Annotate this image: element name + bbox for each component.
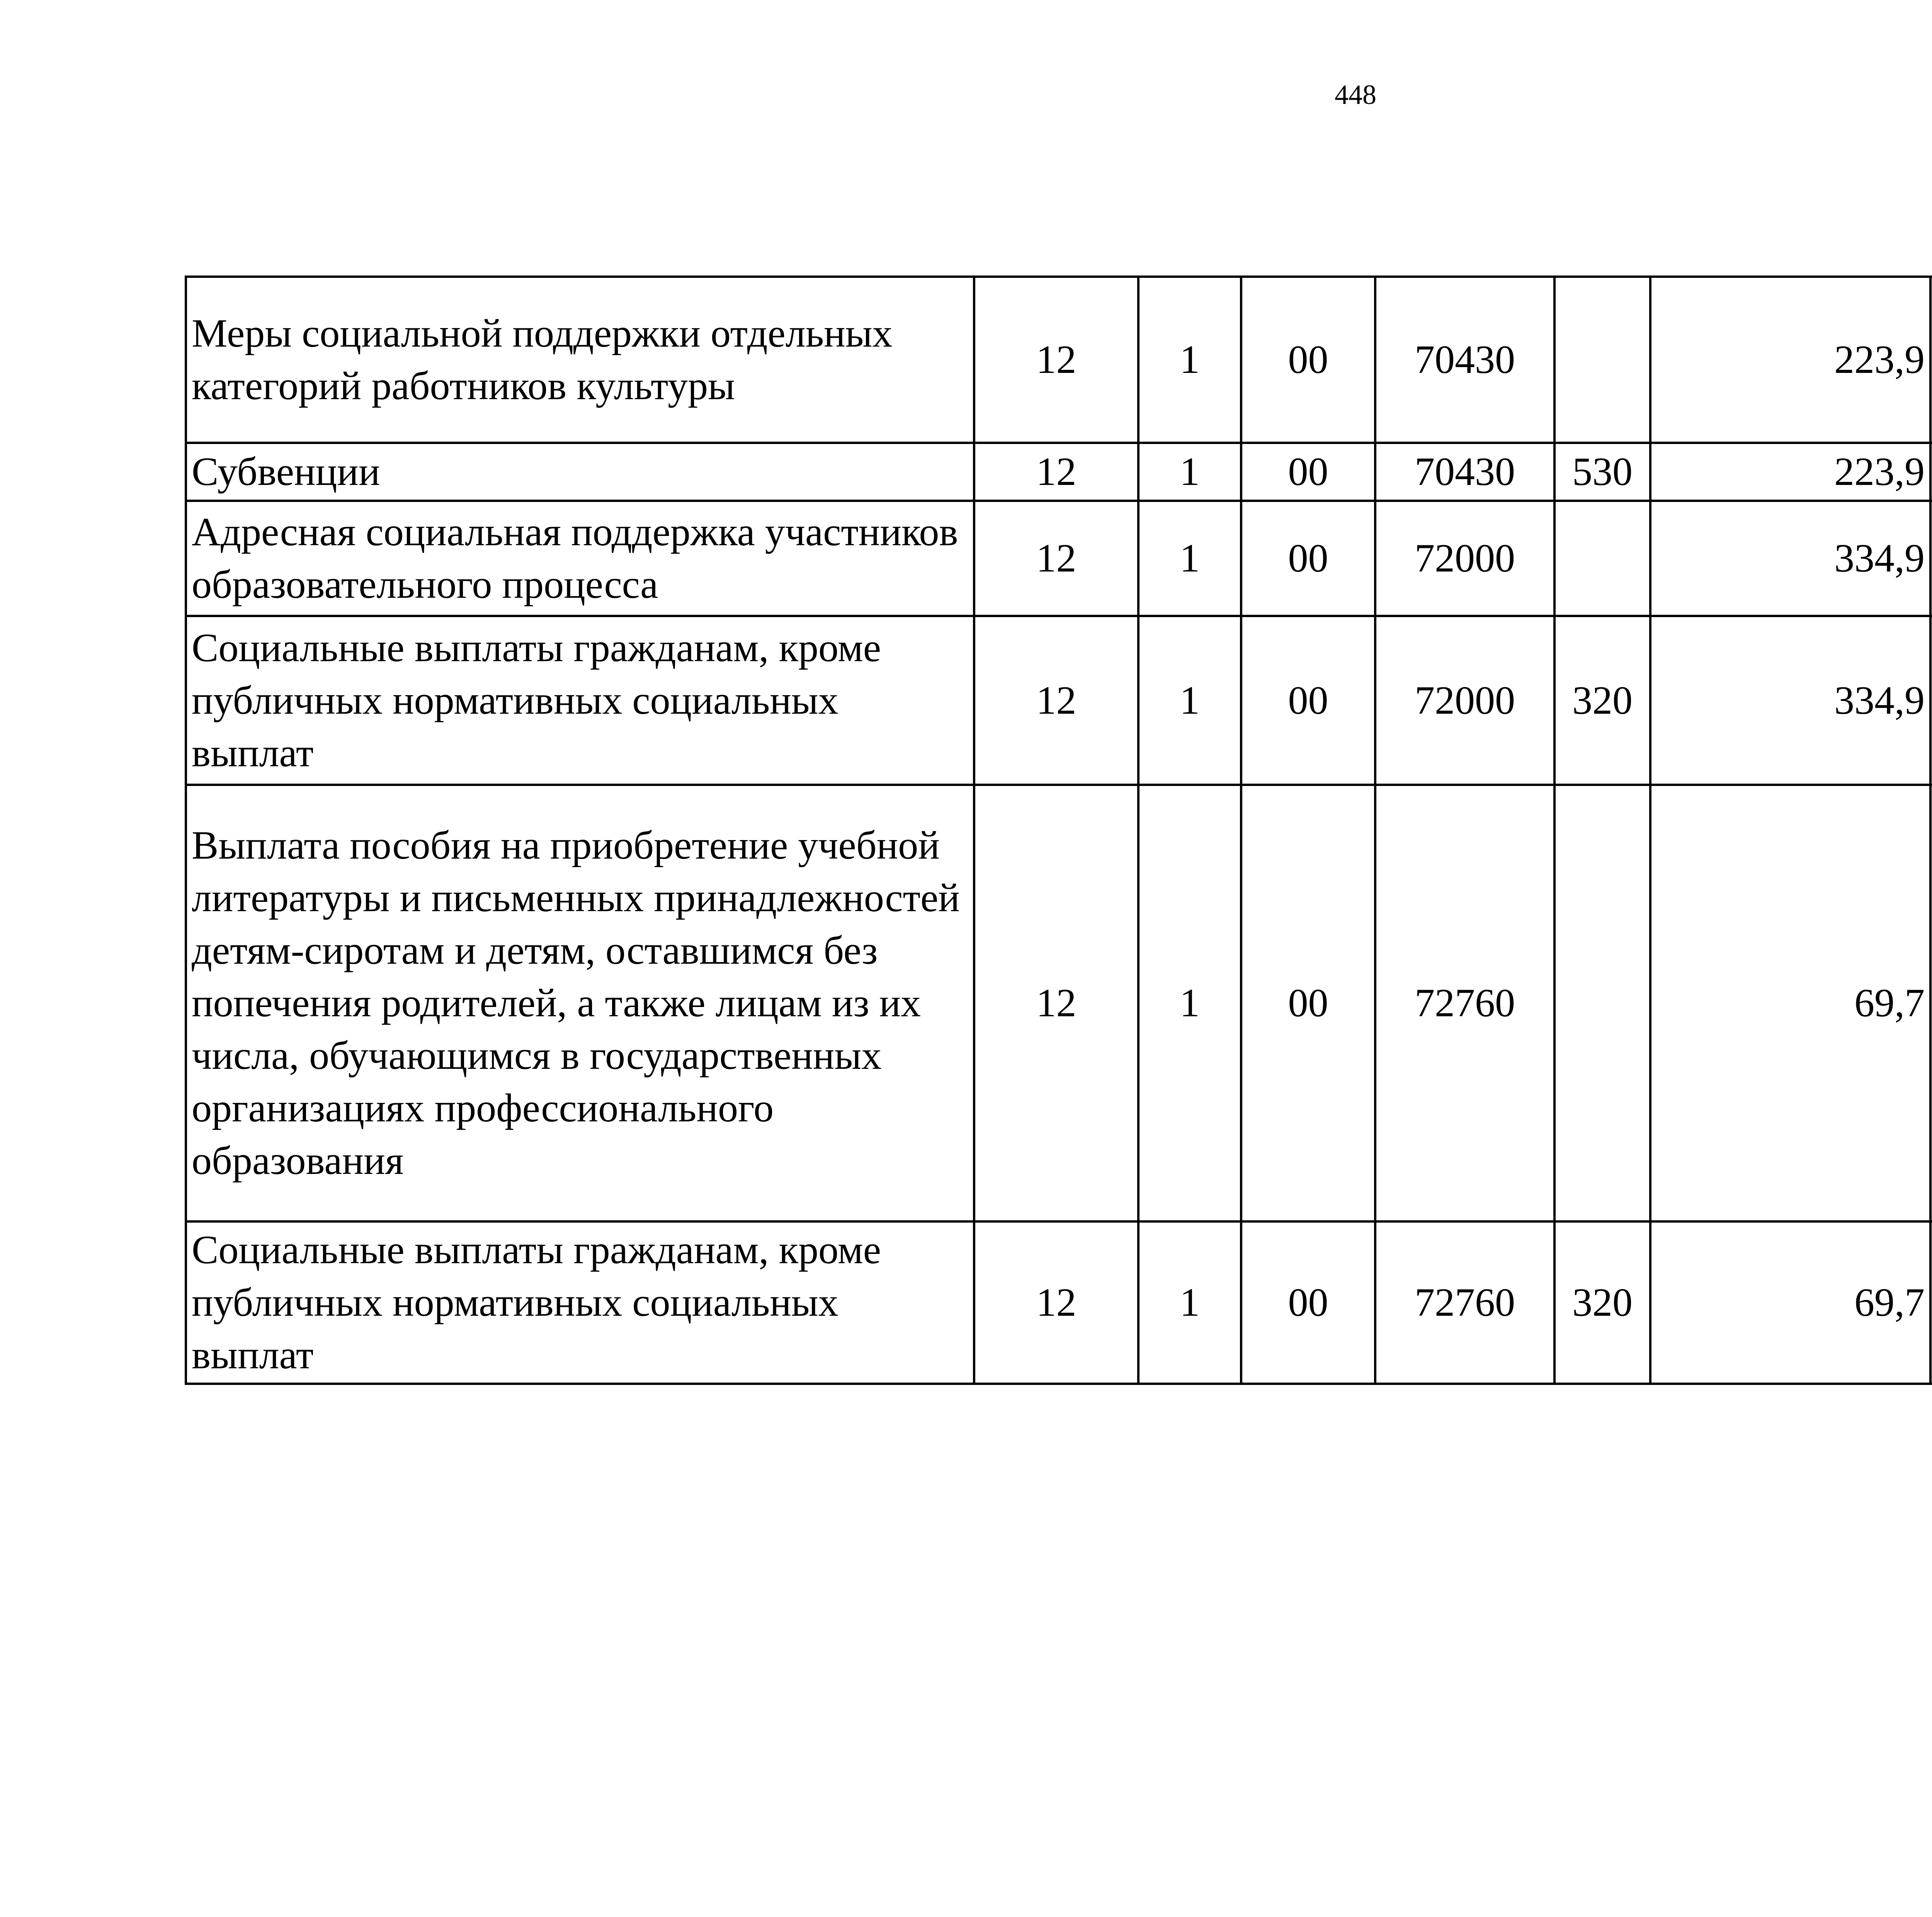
program-code-cell: 1 — [1138, 501, 1241, 616]
amount-cell-2 — [1930, 277, 1932, 443]
table-row — [186, 277, 1932, 443]
target-code-cell: 72000 — [1375, 501, 1554, 616]
target-code-cell: 72760 — [1375, 785, 1554, 1221]
subprogram-code-cell: 00 — [1241, 277, 1375, 443]
row-name-cell: Социальные выплаты гражданам, кроме публичных нормативных социальных выплат — [186, 1221, 974, 1384]
expense-type-cell — [1554, 501, 1650, 616]
subprogram-code-cell: 00 — [1241, 501, 1375, 616]
subprogram-code-cell: 00 — [1241, 785, 1375, 1221]
amount-cell-2 — [1930, 443, 1932, 501]
table-row — [186, 616, 1932, 785]
table-row — [186, 785, 1932, 1221]
amount-cell-2 — [1930, 616, 1932, 785]
table-row — [186, 443, 1932, 501]
program-code-cell: 1 — [1138, 785, 1241, 1221]
row-name-cell: Выплата пособия на приобретение учебной литературы и письменных принадлежностей детям-сиротам и детям, оставшимся без попечения родителей, а также лицам из их числа, обучающимся в государственных организациях профессионального образования — [186, 785, 974, 1221]
table-row — [186, 1221, 1932, 1384]
subprogram-code-cell: 00 — [1241, 1221, 1375, 1384]
row-name-cell: Социальные выплаты гражданам, кроме публичных нормативных социальных выплат — [186, 616, 974, 785]
row-name-cell: Меры социальной поддержки отдельных категорий работников культуры — [186, 277, 974, 443]
expense-type-cell — [1554, 277, 1650, 443]
program-code-cell: 1 — [1138, 277, 1241, 443]
amount-cell-1: 69,7 — [1650, 1221, 1930, 1384]
budget-table — [185, 276, 1932, 1385]
expense-type-cell: 530 — [1554, 443, 1650, 501]
target-code-cell: 70430 — [1375, 443, 1554, 501]
expense-type-cell: 320 — [1554, 616, 1650, 785]
section-code-cell: 12 — [974, 501, 1138, 616]
page-number: 448 — [1335, 79, 1376, 110]
section-code-cell: 12 — [974, 1221, 1138, 1384]
row-name-cell: Субвенции — [186, 443, 974, 501]
amount-cell-1: 223,9 — [1650, 277, 1930, 443]
amount-cell-2 — [1930, 1221, 1932, 1384]
amount-cell-2 — [1930, 501, 1932, 616]
target-code-cell: 72000 — [1375, 616, 1554, 785]
subprogram-code-cell: 00 — [1241, 443, 1375, 501]
section-code-cell: 12 — [974, 785, 1138, 1221]
section-code-cell: 12 — [974, 616, 1138, 785]
amount-cell-1: 334,9 — [1650, 616, 1930, 785]
expense-type-cell: 320 — [1554, 1221, 1650, 1384]
table-row — [186, 501, 1932, 616]
target-code-cell: 72760 — [1375, 1221, 1554, 1384]
section-code-cell: 12 — [974, 443, 1138, 501]
expense-type-cell — [1554, 785, 1650, 1221]
program-code-cell: 1 — [1138, 616, 1241, 785]
row-name-cell: Адресная социальная поддержка участников образовательного процесса — [186, 501, 974, 616]
subprogram-code-cell: 00 — [1241, 616, 1375, 785]
amount-cell-1: 69,7 — [1650, 785, 1930, 1221]
target-code-cell: 70430 — [1375, 277, 1554, 443]
section-code-cell: 12 — [974, 277, 1138, 443]
amount-cell-1: 223,9 — [1650, 443, 1930, 501]
program-code-cell: 1 — [1138, 1221, 1241, 1384]
amount-cell-1: 334,9 — [1650, 501, 1930, 616]
program-code-cell: 1 — [1138, 443, 1241, 501]
amount-cell-2 — [1930, 785, 1932, 1221]
